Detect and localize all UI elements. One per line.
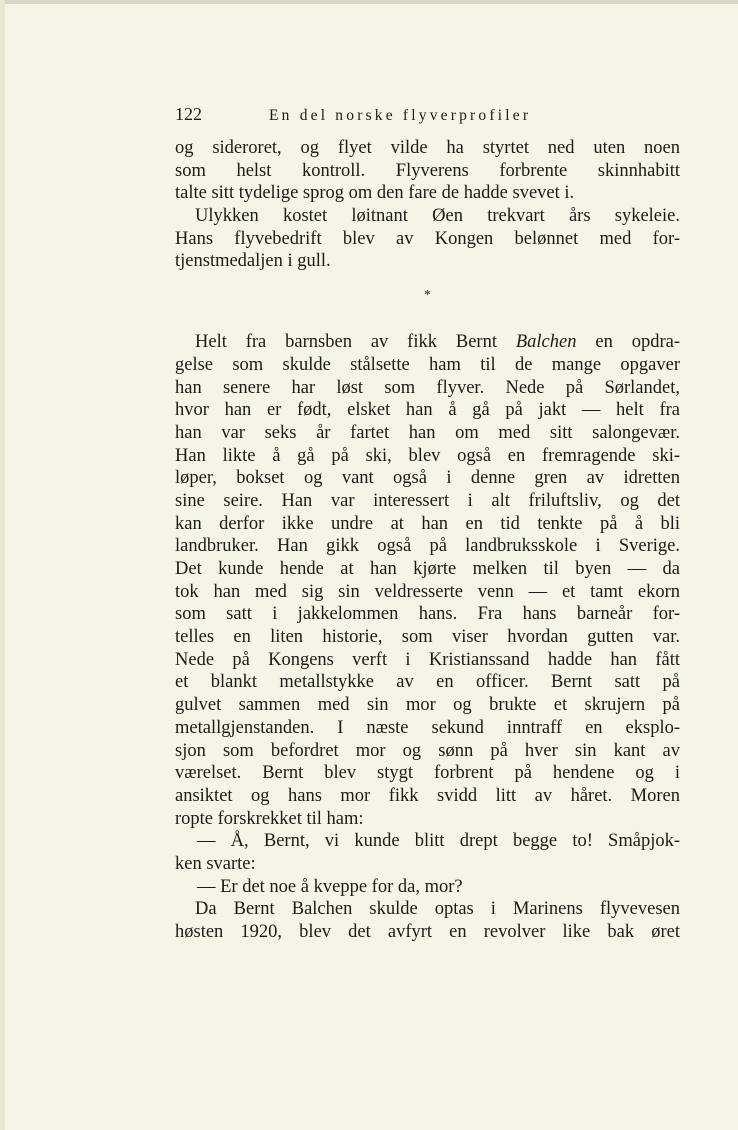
text-line: gelse som skulde stålsette ham til de mange opgaver <box>175 354 680 375</box>
text-line: han var seks år fartet han om med sitt salongevær. <box>175 422 680 443</box>
text-line: kan derfor ikke undre at han en tid tenkte på å bli <box>175 513 680 534</box>
text-line: telles en liten historie, som viser hvordan gutten var. <box>175 627 680 648</box>
text-line: Nede på Kongens verft i Kristianssand hadde han fått <box>175 649 680 670</box>
text-line: ansiktet og hans mor fikk svidd litt av håret. Moren <box>175 785 680 806</box>
running-title: En del norske flyverprofiler <box>269 107 532 124</box>
text-line: Han likte å gå på ski, blev også en fremragende ski- <box>175 445 680 466</box>
text-line: som helst kontroll. Flyverens forbrente skinnhabitt <box>175 160 680 181</box>
text-line: Da Bernt Balchen skulde optas i Marinens flyvevesen <box>195 899 680 920</box>
page-body <box>175 137 680 944</box>
text-line: Hans flyvebedrift blev av Kongen belønnet med for- <box>175 228 680 249</box>
emphasized-name: Balchen <box>515 332 577 353</box>
page-number: 122 <box>175 104 202 124</box>
text-line: Det kunde hende at han kjørte melken til byen — da <box>175 559 680 579</box>
text-fragment: Helt fra barnsben av fikk Bernt <box>195 332 516 353</box>
text-line: Ulykken kostet løitnant Øen trekvart års sykeleie. <box>195 206 680 227</box>
text-line: som satt i jakkelommen hans. Fra hans barneår for- <box>175 604 680 625</box>
text-line: — Å, Bernt, vi kunde blitt drept begge to! Småpjok- <box>197 831 680 852</box>
text-line: værelset. Bernt blev stygt forbrent på hendene og i <box>175 763 680 784</box>
text-fragment: en opdra- <box>576 332 680 353</box>
page-top-edge <box>0 0 738 4</box>
section-separator: * <box>424 288 431 304</box>
text-line: tok han med sig sin veldresserte venn — et tamt ekorn <box>175 581 680 602</box>
text-line: sjon som befordret mor og sønn på hver sin kant av <box>175 740 680 761</box>
text-line: løper, bokset og vant også i denne gren av idretten <box>175 468 680 489</box>
text-line: hvor han er født, elsket han å gå på jakt — helt fra <box>175 400 680 421</box>
spacer <box>175 319 680 331</box>
text-line: og sideroret, og flyet vilde ha styrtet ned uten noen <box>175 138 680 158</box>
text-line: gulvet sammen med sin mor og brukte et skrujern på <box>175 695 680 716</box>
text-line: — Er det noe å kveppe for da, mor? <box>197 876 463 897</box>
text-line: ken svarte: <box>175 853 256 874</box>
page-left-edge <box>0 0 5 1130</box>
text-line <box>175 331 680 354</box>
text-line: han senere har løst som flyver. Nede på Sørlandet, <box>175 377 680 398</box>
text-line: høsten 1920, blev det avfyrt en revolver like bak øret <box>175 922 680 942</box>
text-line: talte sitt tydelige sprog om den fare de hadde svevet i. <box>175 183 575 204</box>
running-header <box>175 103 680 125</box>
text-line: landbruker. Han gikk også på landbruksskole i Sverige. <box>175 536 680 557</box>
text-line: sine seire. Han var interessert i alt friluftsliv, og det <box>175 490 680 511</box>
text-line: metallgjenstanden. I næste sekund inntraff en eksplo- <box>175 717 680 738</box>
text-line: tjenstmedaljen i gull. <box>175 251 331 272</box>
text-line: et blankt metallstykke av en officer. Bernt satt på <box>175 672 680 693</box>
text-line: ropte forskrekket til ham: <box>175 808 364 829</box>
